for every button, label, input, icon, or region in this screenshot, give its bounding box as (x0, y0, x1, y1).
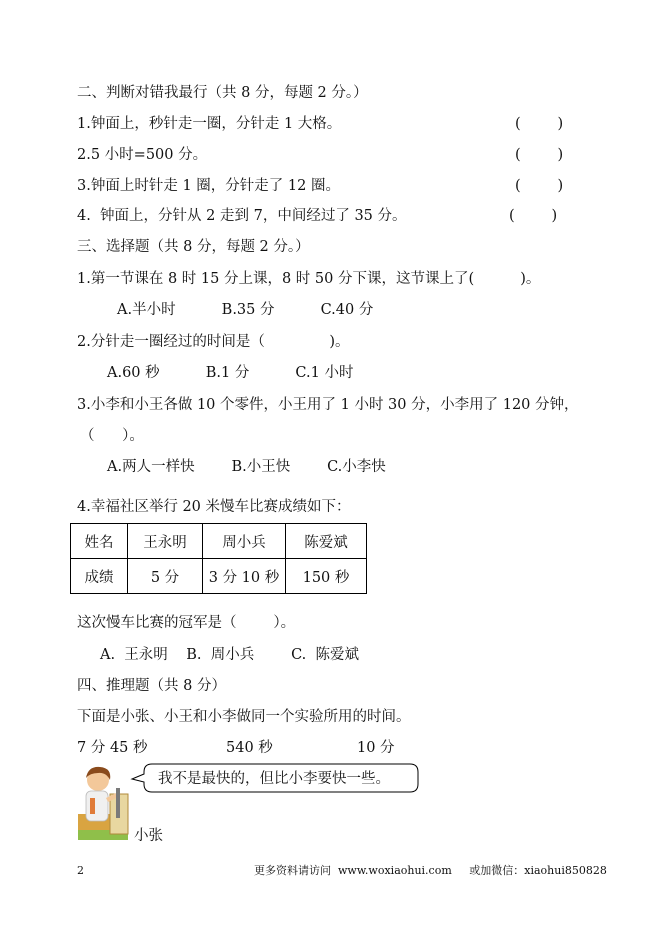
section4-intro: 下面是小张、小王和小李做同一个实验所用的时间。 (77, 709, 411, 725)
judge-item-1: 1.钟面上，秒针走一圈，分针走 1 大格。 (77, 116, 342, 132)
section4-title: 四、推理题（共 8 分） (77, 678, 226, 694)
choice-q4-options: A. 王永明 B. 周小兵 C. 陈爱斌 (100, 647, 359, 663)
speaker-name: 小张 (134, 828, 163, 844)
table-cell: 周小兵 (203, 524, 286, 559)
table-cell: 成绩 (71, 559, 128, 594)
section2-title: 二、判断对错我最行（共 8 分，每题 2 分。） (77, 85, 368, 101)
time-value: 540 秒 (226, 740, 273, 756)
choice-q3-blank: （ ）。 (80, 428, 144, 444)
table-row (71, 559, 367, 594)
choice-q2-options: A.60 秒 B.1 分 C.1 小时 (107, 365, 354, 381)
choice-q1-options: A.半小时 B.35 分 C.40 分 (117, 302, 374, 318)
choice-q2: 2.分针走一圈经过的时间是（ )。 (77, 334, 350, 350)
judge-answer-1: ( ) (515, 116, 564, 132)
table-row (71, 524, 367, 559)
score-table (70, 523, 367, 594)
choice-q4: 4.幸福社区举行 20 米慢车比赛成绩如下： (77, 499, 351, 515)
table-cell: 王永明 (128, 524, 203, 559)
speech-bubble-text: 我不是最快的，但比小李要快一些。 (158, 771, 390, 787)
choice-q4-after: 这次慢车比赛的冠军是（ ）。 (77, 615, 296, 631)
table-cell: 陈爱斌 (286, 524, 367, 559)
footer-text: 更多资料请访问 www.woxiaohui.com 或加微信：xiaohui850828 (254, 864, 607, 877)
choice-q3: 3.小李和小王各做 10 个零件，小王用了 1 小时 30 分，小李用了 120 分钟， (77, 397, 579, 413)
table-cell: 3 分 10 秒 (203, 559, 286, 594)
judge-item-3: 3.钟面上时针走 1 圈，分针走了 12 圈。 (77, 178, 340, 194)
table-cell: 150 秒 (286, 559, 367, 594)
choice-q1: 1.第一节课在 8 时 15 分上课，8 时 50 分下课，这节课上了( )。 (77, 271, 541, 287)
table-cell: 5 分 (128, 559, 203, 594)
judge-answer-3: ( ) (515, 178, 564, 194)
child-figure-illustration (76, 764, 132, 842)
judge-item-4: 4. 钟面上，分针从 2 走到 7，中间经过了 35 分。 (77, 208, 407, 224)
table-cell: 姓名 (71, 524, 128, 559)
choice-q3-options: A.两人一样快 B.小王快 C.小李快 (107, 459, 386, 475)
judge-answer-2: ( ) (515, 147, 564, 163)
section3-title: 三、选择题（共 8 分，每题 2 分。） (77, 239, 310, 255)
judge-item-2: 2.5 小时=500 分。 (77, 147, 208, 163)
time-value: 7 分 45 秒 (77, 740, 148, 756)
judge-answer-4: ( ) (509, 208, 558, 224)
time-value: 10 分 (357, 740, 395, 756)
page-number: 2 (77, 864, 84, 877)
